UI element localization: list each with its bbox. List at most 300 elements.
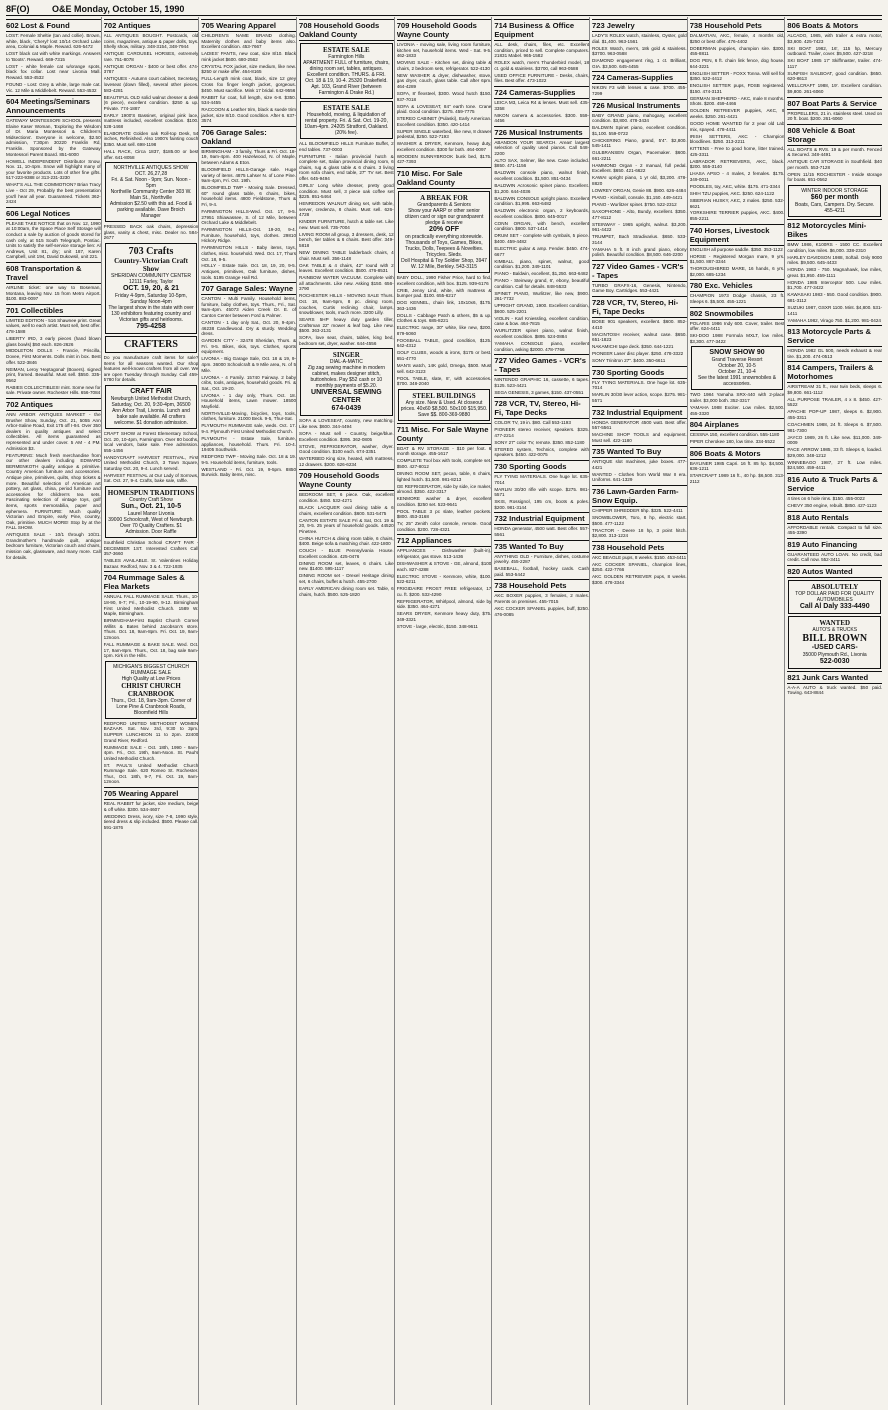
classified-ad: DINING ROOM set, leaves, 6 chairs. Like new. $1400. 595-1117 xyxy=(299,560,394,572)
display-ad xyxy=(105,661,198,719)
classified-ad: ALCADO, 1985, with trailer & extra motor, $3,600. 425-7423 xyxy=(787,33,883,44)
classified-ad: ENGLISH SETTER pups, FDSB registered. $150. 474-3131 xyxy=(689,83,785,94)
display-ad-line: Doll Hospital & Toy Soldier Shop, 3947 W. 12 Mile, Berkley. 543-3115 xyxy=(401,258,487,270)
classified-ad: FEATURING: Much fresh merchandise from our other dealers including EDWARD BERMENKOTH quality antique & primitive. Country American furniture and accessories. Antique pine, primitives, quilts, shop tickets & more. Beautiful selection of American art pottery, art glass, china, period furniture and accessories for children's tea sets. Fascinating selection of vintage toys, golf items, sports memorabilia, paper and ephemera. FURNITURE: Much quality Victorian and Empire, early Pine, country, Oak, primitive. MUCH MORE! Stop by at the FALL SHOW. xyxy=(6,452,101,531)
classified-ad: SEARS DRYER, Kenmore heavy duty, $75. 349-3321 xyxy=(396,611,492,622)
section-heading: 602 Lost & Found xyxy=(6,19,101,32)
classified-ad: FARMINGTON HILLS-Wed. Oct. 17, 9-5. 27951 Shiawassee, S. of 12 Mile, between Orchard Lake & Middlebelt. xyxy=(201,208,297,226)
classified-ad: SOFA, 8' flexsteel, $300. Wood hutch $150. 937-7018 xyxy=(396,90,492,102)
section-heading: 728 VCR, TV, Stereo, Hi-Fi, Tape Decks xyxy=(494,397,589,419)
classified-ad: A-A-A AUTO & truck wanted. $50 paid. Towing. 643-8844 xyxy=(787,684,883,696)
classified-ad: DRUM SET - complete with cymbals, 5 piece. $400. 459-4482 xyxy=(494,233,590,244)
classified-ad: GIRLS' Long white dresser, pretty good condition. Must sell, 3 piece oak coffee set $225. 851-5464 xyxy=(299,182,394,200)
classified-ad: DINING ROOM set - Drexel Heritage dining set, 6 chairs, buffet & hutch. 455-2700 xyxy=(299,573,394,585)
classified-section xyxy=(787,124,882,183)
classified-ad: WHAT'S ALL THE COMMOTION? Brian Tracy Live - Oct 29, Probably the best presentation you'll hear all year. Guaranteed. Tickets 362-2424 xyxy=(6,182,101,205)
classified-ad: ANTIQUE CAROUSEL HORSES, extremely rare. 751-8078 xyxy=(103,51,199,62)
display-ad-line: WINTER INDOOR STORAGE xyxy=(801,188,869,195)
classified-ad: RABIES COLLECTIBLES! mint. Some new for sale. Private owner. Rochester Hills. 656-7084 xyxy=(6,384,101,396)
classified-ad: GUARANTEED AUTO LOAN. No credit, bad credit. Call now. 552-3411 xyxy=(787,551,883,563)
classified-section xyxy=(494,354,589,395)
classified-ad: KAWAI upright piano, 1 yr old, $3,200. 478-8820 xyxy=(592,175,687,187)
section-heading: 806 Boats & Motors xyxy=(690,447,785,460)
classified-section xyxy=(397,389,492,421)
display-ad-line: SHERIDAN COMMUNITY CENTER 12111 Farley, Taylor xyxy=(111,272,191,285)
classified-ad: FLY TYING MATERIALS. One huge lot. 635-7014 xyxy=(494,474,590,485)
classified-ad: BASEBALL, football, hockey cards. Cash paid. 553-5442 xyxy=(494,566,590,577)
classified-section xyxy=(690,224,785,278)
classified-ad: SAXOPHONE - Alto, Bundy, excellent. $350. 477-8112 xyxy=(592,208,687,220)
classified-ad: CHINA HUTCH & dining room table, 6 chairs, $400. Beige sofa & matching chair. 422-1800 xyxy=(299,535,394,547)
classified-section xyxy=(104,243,199,334)
section-heading: 812 Motorcycles Mini-Bikes xyxy=(787,219,882,241)
classified-ad: ANNUAL FALL RUMMAGE SALE. Thurs., 10-18-90, 9-7; Fri., 10-19-90, 9-12. Birmingham First United Methodist Church. 1589 W. Maple, Birmingham. xyxy=(103,594,199,617)
classified-section xyxy=(494,512,589,537)
display-ad-line: WANTED xyxy=(819,618,851,627)
display-ad-line: Call Al Daly 333-4490 xyxy=(799,602,870,610)
classified-ad: Do you manufacture craft items for sale? Items for all seasons wanted. Our shop features well-known crafters from all over. We are open Tuesday through Sunday. Call 459-5780 for details. xyxy=(103,354,199,383)
classified-ad: LHASA APSO - 4 males, 2 females. $175. 349-0011 xyxy=(689,171,785,182)
classified-ad: PACE ARROW 1985, 33 ft. Sleeps 6, loaded. $29,000. 348-1212 xyxy=(787,447,883,458)
display-ad-line: -USED CARS- xyxy=(811,643,858,651)
section-heading: 730 Sporting Goods xyxy=(494,460,589,473)
classified-ad: USED OFFICE FURNITURE - Desks, chairs, files. Best offer. 473-1022 xyxy=(494,72,590,84)
classified-ad: DIAMOND engagement ring, 1 ct. Brilliant, GIA. $3,500. 645-4455 xyxy=(592,58,687,69)
section-heading: 707 Garage Sales: Wayne xyxy=(201,282,296,295)
classified-section xyxy=(787,538,882,563)
classified-section xyxy=(690,447,785,485)
classified-ad: YORKSHIRE TERRIER puppies, AKC. $400. 855-2211 xyxy=(689,210,785,222)
classified-ad: SHIH TZU puppies, AKC. $250. 624-1122 xyxy=(689,190,775,196)
classified-ad: BALDWIN electronic organ, 2 keyboards, excellent condition. $800. 645-0017 xyxy=(494,208,590,219)
classified-section xyxy=(299,348,394,416)
classified-ad: BALDWIN Spinet piano, excellent condition. $1,100. 559-0722 xyxy=(592,125,687,136)
classified-ad: WURLITZER spinet piano, walnut finish, excellent condition. $895. 524-0884 xyxy=(494,328,590,339)
section-heading: 608 Transportation & Travel xyxy=(6,262,101,284)
display-ad-line: Grand Traverse Resort xyxy=(711,357,763,364)
classified-ad: BABY DOLL, 1990 Fisher Price, hard to find, excellent condition, with box. $125. 939-6176 xyxy=(396,275,492,286)
section-heading: 813 Motorcycle Parts & Service xyxy=(787,325,882,347)
classified-ad: HARVEST FESTIVAL at Our Lady of Sorrows, Sat. Oct. 27, 9-4. Crafts, bake sale, raffle. xyxy=(103,472,199,484)
classified-section xyxy=(592,541,687,586)
classified-section xyxy=(397,19,492,165)
section-heading: 704 Rummage Sales & Flea Markets xyxy=(104,571,199,593)
classified-ad: LADIES' PANTS, new coat, size 8/10. Black mink jacket $600. 680-2562 xyxy=(201,51,297,62)
classified-ad: COMPLETE Tool box with tools, complete set. $500. 427-8012 xyxy=(396,458,492,469)
classified-ad: REDFORD UNITED METHODIST WOMEN BAZAAR. Sat. Nov. 3rd, 9:30 to 3pm. SUPPER LUNCHEON 11 to 2pm. 22400 Grand River, Redford. xyxy=(103,720,199,743)
classified-ad: AIRLINE ticket: one way to Boseman, Montana, leaving Nov. 15 from Metro Airport. $100. 883-0097 xyxy=(6,284,101,302)
classified-ad: STARCRAFT 1989 16 ft., 40 hp. $6,500. 313-2112 xyxy=(689,473,785,484)
classified-ad: AKC BOXER puppies, 3 females, 2 males. Parents on premises. 455-7015 xyxy=(494,593,590,604)
classified-section xyxy=(299,43,394,99)
classified-section xyxy=(6,262,101,302)
classified-ad: IRISH SETTERS, AKC - Champion bloodlines. $250. 313-2211 xyxy=(689,133,785,145)
classified-ad: FRIGIDAIRE FROST FREE refrigerator, 17 cu. ft. $200. 532-4290 xyxy=(396,586,492,597)
classified-section xyxy=(6,207,101,260)
classified-ad: PIONEER Laser disc player. $250. 478-3322 xyxy=(592,351,684,357)
classified-ad: FALL RUMMAGE & BAKE SALE. Wed. Oct. 17, 9am-8pm. Thurs., Oct. 18, bag sale 9am-1pm. Kirk in the Hills. xyxy=(103,641,199,659)
section-heading: 818 Auto Rentals xyxy=(787,511,882,524)
display-ad-line: 674-0439 xyxy=(331,405,362,413)
display-ad-line: 703 Crafts xyxy=(128,245,174,257)
classified-section xyxy=(299,101,394,139)
classified-section xyxy=(104,385,199,429)
section-heading: 724 Cameras-Supplies xyxy=(592,71,687,84)
display-ad xyxy=(105,486,198,538)
section-heading: 819 Auto Financing xyxy=(787,538,882,551)
classified-section xyxy=(690,279,785,304)
display-ad-line: Newburgh United Methodist Church, Saturday, Oct. 20, 9:30-4pm, 36500 Ann Arbor Trail, Livonia. Lunch and bake sale available. All crafters welcome. $1 donation admission. xyxy=(110,395,192,426)
classified-section xyxy=(494,86,589,124)
display-ad-line: SINGER xyxy=(332,351,360,360)
section-heading: 735 Wanted To Buy xyxy=(494,540,589,553)
classified-ad: TV, 25" Zenith color console, remote. Good condition. $200. 728-4321 xyxy=(396,521,492,532)
classified-ad: SEARS 5HP heavy duty garden tiller, Craftsman 22" mower & leaf bag. Like new. $500. 363-2131 xyxy=(299,317,394,334)
display-ad-line: High Quality at Low Prices xyxy=(121,675,181,682)
display-ad xyxy=(691,346,784,390)
classified-ad: ELABORATE Golden oak Roll-top Desk, 54 inches, Refinished. Also 1900's fainting couch $350. Must sell. 698-1198 xyxy=(103,130,199,148)
classified-section xyxy=(104,431,199,484)
display-ad-line: Country Craft Show xyxy=(129,497,173,504)
classified-ad: YAMAHA 1988 Exciter. Low miles. $2,500. 455-3320 xyxy=(689,404,785,416)
publication-date: O&E Monday, October 15, 1990 xyxy=(52,4,185,14)
classified-section xyxy=(494,579,589,617)
display-ad-line: TOP DOLLAR PAID FOR QUALITY AUTOMOBILES xyxy=(795,590,875,603)
classified-ad: GULBRANSEN Organ, Pacemaker. $600. 661-2211 xyxy=(592,150,687,161)
classified-ad: BAYLINER 1985 Capri. 16 ft. 85 hp. $4,500. 636-1211 xyxy=(689,460,785,472)
classified-ad: Southfield Christian School CRAFT FAIR - DECEMBER 1ST. Interested Crafters Call 357-3660 xyxy=(103,540,199,557)
classified-ad: POOL TABLE 3 pc slate, leather pockets. $800. 453-3168 xyxy=(396,508,492,520)
classified-ad: BABY GRAND piano, mahogany, excellent condition. $3,800. 478-3434 xyxy=(592,112,687,124)
classified-section xyxy=(201,126,296,280)
section-heading: 732 Industrial Equipment xyxy=(592,406,687,419)
classified-section xyxy=(299,469,394,597)
column-6 xyxy=(494,17,590,1405)
classified-ad: CANTON - 1 day only Sat., Oct. 20, 9-4pm. 46238 Candlewood. Dry & sturdy. Wedding dress. xyxy=(201,320,297,337)
classified-ad: PROPELLERS, 21 in. stainless steel. Used on 20 ft. boat. $200. 261-6060 xyxy=(787,110,883,122)
display-ad-line: on practically everything storewide. Thousands of Toys, Games, Bikes, Trucks, Dolls, Teepees & Novelties. Tricycles. Sleds. xyxy=(404,234,484,258)
classified-ad: GERMAN SHEPHERD - AKC, male 8 months. Shots. $200. 459-4466 xyxy=(689,95,785,107)
classified-ad: GARDEN CITY - 32478 Sheridan, Thurs. & Fri. 9-5. Bikes, skis, toys. Clothes, sports equipment. xyxy=(201,338,297,355)
classified-ad: WELLCRAFT 1988, 19'. Excellent condition. $9,800. 261-6060 xyxy=(787,83,883,94)
classified-ad: MOVING SALE - Kitchen set, dining table & chairs, 2 bedroom sets, refrigerator. 522-4130 xyxy=(396,60,492,71)
classified-ad: WESTLAND - Fri. Oct. 19, 9-5pm. 8850 Burwick. Baby items, misc. xyxy=(201,466,297,478)
classified-ad: BEAUTIFUL OLD solid walnut dresser & desk (6 piece), excellent condition. $250 & up. Private. 774-1887 xyxy=(103,94,199,111)
section-heading: 706 Garage Sales: Oakland xyxy=(201,126,296,148)
classified-ad: POODLES, toy, AKC, white. $175. 471-3344 xyxy=(689,183,781,189)
classified-section xyxy=(690,392,785,416)
classified-ad: TURBO GRAFX-16, Genesis, Nintendo, Game Boy. Cartridges. 553-4421 xyxy=(592,282,687,294)
classified-ad: WATERBED King size, heated, with mattress, 12 drawers. $200. 626-6234 xyxy=(299,456,394,467)
classified-ad: HONDA 1985 Interceptor 500. Low miles. $1,700. 477-3422 xyxy=(787,279,883,291)
classified-section xyxy=(592,366,687,404)
classified-ad: TRUMPET, Bach Stradivarius. $650. 533-3144 xyxy=(592,234,687,245)
classified-ad: BALDWIN Acrosonic spinet piano. Excellent. $1,200. 644-4036 xyxy=(494,183,590,194)
section-heading: 804 Airplanes xyxy=(690,418,785,431)
display-ad xyxy=(788,185,881,217)
classified-ad: BLACK LACQUER oval dining table & 6 chairs, excellent condition. $600. 531-5475 xyxy=(299,504,394,516)
classified-ad: LOWREY ORGAN, Genie 88. $900. 626-4484 xyxy=(592,188,686,193)
classified-ad: MIDDLETON DOLLS - Francie, Priscilla, Dovee, First Moments. Dolls mint in box. Best offer. 522-3846 xyxy=(6,348,101,365)
classified-ad: FULL-Length mink coat, black, size 12 grey Cross fox finger length jacket, gorgeous. $450. Must sacrifice. Mink 17 bridal. 642-9556 xyxy=(201,76,297,93)
classified-ad: HALL RACK, Circa 1837, $185.00 or best offer. 641-8058 xyxy=(103,149,199,160)
classified-ad: LOST black cat with white markings. Answers to 'Boots'. Reward. 669-7315 xyxy=(6,51,101,62)
classified-ad: AKC COCKER SPANIEL puppies, buff, $250. 476-0085 xyxy=(494,605,590,617)
display-ad-line: NORTHVILLE ANTIQUES SHOW xyxy=(113,165,189,172)
classified-ad: BMW 1986, K100RS - 1500 CC. Excellent condition, low miles. $6,000. 338-2310 xyxy=(787,242,883,253)
classified-ad: MARLIN 30/30 lever action, scope. $275. 981-5571 xyxy=(592,392,687,403)
classified-ad: OPEN 11/15 ROCHESTER - Inside storage for boats. 651-0562 xyxy=(787,171,883,183)
classified-ad: DOG PEN, 6 ft. chain link fence, dog house. 644-3221 xyxy=(689,58,785,69)
display-ad xyxy=(105,243,198,334)
section-heading: 808 Vehicle & Boat Storage xyxy=(787,124,882,146)
section-heading: 820 Autos Wanted xyxy=(787,565,882,578)
classified-ad: HONDA GENERATOR 4500 watt. Best offer. 557-5561 xyxy=(592,419,687,431)
classified-ad: SNOWBLOWER, Toro, 8 hp, electric start. $500. 477-1122 xyxy=(592,515,687,526)
classified-section xyxy=(6,304,101,396)
classified-ad: SOFA - Must sell - Country, beige/blue. Excellent condition. $395. 362-0805 xyxy=(299,431,394,442)
display-ad-line: Sun., Oct. 21, 10-5 xyxy=(120,503,182,511)
section-heading: 821 Junk Cars Wanted xyxy=(787,671,882,684)
classified-ad: ROCHESTER HILLS - MOVING SALE Thurs. Oct. 18, 9am-5pm, 8 pc. dining room, couches, Curtis reclining chair, lamps, snowblower, tools, much more. 3200 Lilly. xyxy=(299,293,394,316)
classified-ad: LIVONIA - 1 day only, Thurs. Oct. 18. Household items, Lawn mower. 18500 Mayfield. xyxy=(201,392,297,409)
classified-ad: CRIB, Jenny Lind, white, with mattress & bumper pad. $100. 655-6217 xyxy=(396,287,492,299)
classified-ad: PLYMOUTH RUMMAGE sale, weds. Oct. 17. 9-4. Plymouth First United Methodist Church. xyxy=(201,423,297,435)
section-heading: 807 Boat Parts & Service xyxy=(787,97,882,110)
classified-ad: WASHER & DRYER, Kenmore, heavy duty, excellent condition. $300 for both. 464-0097 xyxy=(396,141,492,152)
classified-ad: LIBERTY IRD, 3 early pieces (hand blown glass bowls) $50 each. 826-2626 xyxy=(6,335,101,347)
classified-ad: NEW DINING TABLE ladderback chairs, 4 chair. Must sell. 356-1148 xyxy=(299,250,394,261)
classified-section xyxy=(690,418,785,445)
column-8 xyxy=(690,17,786,1405)
section-heading: 724 Cameras-Supplies xyxy=(494,86,589,99)
column-1 xyxy=(6,17,102,1405)
classified-section xyxy=(690,19,785,222)
classified-ad: SUNFISH SAILBOAT, good condition. $650. 620-8613 xyxy=(787,70,883,82)
display-ad xyxy=(105,385,198,429)
classified-section xyxy=(494,397,589,458)
classified-ad: MAN'S watch, 14K gold, Omega, $500. Must sell. 642-3123 xyxy=(396,363,492,374)
section-heading: 730 Sporting Goods xyxy=(592,366,687,379)
classified-ad: WOODEN SUNNYBROOK bunk bed, $175. 427-7393 xyxy=(396,153,492,165)
section-heading: 736 Lawn-Garden Farm-Snow Equip. xyxy=(592,485,687,507)
classified-ad: NEIMAN, Leroy 'Heptagonal' (Boxers). signed print, framed. Beautiful. Must sell. $550. 335-9562 xyxy=(6,366,101,383)
classified-ad: PRESSED BACK oak chairs, depression glass, vanity & chest, misc. Dealer no. 584-2677 xyxy=(103,224,199,241)
classified-ad: HOWELL INDEPENDENT Distributor Snow, Nov. 11, 10-4pm. Snow will highlight many of your favorite products. Lots of other fine gifts. 517-223-9388 or 313-231-3230 xyxy=(6,158,101,181)
classified-ad: LIVONIA - moving sale, living room furniture, kitchen set, household items. Wed - Sat. 9-5. 462-1833 xyxy=(396,42,492,59)
classified-ad: GOLF CLUBS, woods & irons, $175 or best. 651-4770 xyxy=(396,350,492,362)
classified-ad: TWO 1984 Yamaha SRX-440 with 2-place trailer. $3,000 both. 352-3317 xyxy=(689,392,785,403)
classified-ad: SKI-DOO 1988 Formula MXLT, low miles. $3,300. 477-3422 xyxy=(689,333,785,344)
display-ad-line: OCT. 26,27,28 xyxy=(134,171,168,178)
classified-ad: SUPER SINGLE waterbed, like new, 8 drawer pedestal, $250. 522-7193 xyxy=(396,128,492,140)
section-heading: 709 Household Goods Wayne County xyxy=(397,19,492,41)
classified-section xyxy=(104,355,199,383)
classified-ad: HENREDON WALNUT dining set, with table, server, credenza, 8 chairs. Must sell. 626-4728 xyxy=(299,201,394,218)
display-ad-line: UNIVERSAL SEWING CENTER xyxy=(311,389,382,405)
section-heading: 738 Household Pets xyxy=(690,19,785,32)
classified-ad: APACHE POP-UP 1987, sleeps 6. $2,900. 455-3311 xyxy=(787,409,883,421)
classified-ad: YAMAHA CONSOLE piano, excellent condition, asking $2000. 478-7766 xyxy=(494,340,590,352)
section-heading: 735 Wanted To Buy xyxy=(592,445,687,458)
section-heading: 728 VCR, TV, Stereo, Hi-Fi, Tape Decks xyxy=(592,296,687,318)
classified-ad: YAMAHA 1982, Virago 750. $1,200. 981-0424 xyxy=(787,317,881,323)
classified-ad: LIVONIA - Big Garage Sale, Oct. 18 & 19, 9-4pm. 36000 Schoolcraft & 9 Mile area, N. of 5 Mile. xyxy=(201,356,297,373)
classified-section xyxy=(592,296,687,364)
classified-ad: CESSNA 150, excellent condition. 555-1180 xyxy=(689,432,780,438)
classified-ad: HARLEY DAVIDSON 1988, Softail. Only 9000 miles. $9,500. 645-4433 xyxy=(787,254,883,266)
classified-ad: RABBIT fur coat, full length, size 6-8. $350. 534-4455 xyxy=(201,94,297,106)
classified-ad: CHILDREN'S NAME BRAND clothing. Maternity clothes and baby items also. Excellent condition. 453-7667 xyxy=(201,33,297,50)
classified-ad: PIONEER stereo receiver, speakers. $325. 477-2214 xyxy=(494,427,590,438)
display-ad-line: 39000 Schoolcraft, West of Newburgh. Over 70 Quality Crafters. $1 Admission. Door Raffle xyxy=(108,517,194,536)
classified-section xyxy=(787,580,882,614)
classified-section xyxy=(690,307,785,345)
section-heading: 705 Wearing Apparel xyxy=(104,787,199,800)
section-heading: 727 Video Games - VCR's - Tapes xyxy=(494,354,589,376)
classified-ad: STEREO system, Technics, complete with speakers. $450. 422-0075 xyxy=(494,446,590,458)
classified-ad: POOL TABLE, slate, 8', with accessories. $700. 348-2040 xyxy=(396,375,492,387)
display-ad-line: HOMESPUN TRADITIONS xyxy=(107,489,195,498)
display-ad-line: Friday 4-9pm, Saturday 10-5pm, Sunday Noon-4pm xyxy=(115,292,187,305)
section-heading: 705 Wearing Apparel xyxy=(201,19,296,32)
classified-section xyxy=(494,540,589,578)
classified-ad: PLEASE TAKE NOTICE that on Nov. 12, 1990 at 10:00am, the Space Place Self Storage will conduct a sale by auction of goods stored for cash only, at 515 South Telegraph, Pontiac. Units to satisfy the self-service storage lien: Al Andrews, Unit 81, dry; unit 187, Karen Campbell, unit 194, David Dukowsil, unit 221. xyxy=(6,220,101,260)
classified-ad: POLARIS 1986 Indy 600. Cover, trailer. Best offer. 624-4411 xyxy=(689,320,785,332)
classified-ad: ALL PURPOSE TRAILER, 4 x 8. $450. 427-5522 xyxy=(787,396,883,408)
classified-ad: NORTHVILLE-Moving, bicycles, toys, tools, clothes, furniture. 21000 Beck. 9-5, Thur-Sat. xyxy=(201,410,297,422)
classified-ad: KENMORE washer & dryer, excellent condition. $250 set. 523-9641 xyxy=(396,496,492,507)
classified-ad: PIANO - Steinway grand, 6', ebony, beautiful condition. Call for details. 848-5533 xyxy=(494,278,590,289)
display-ad-line: Farmington Hills xyxy=(328,54,365,60)
classified-ad: MACINTOSH receiver, walnut case. $650. 651-1823 xyxy=(592,331,687,343)
display-ad-line: The largest show in the state with over 130 exhibitors featuring country and Victorian gifts and heirlooms. xyxy=(108,304,194,323)
classified-ad: BIRMINGHAM - 3 family, Thurs & Fri. Oct. 18-19, 9am-4pm. 400 Hazelwood, N. of Maple, between Adams & Eton. xyxy=(201,148,297,166)
classified-section xyxy=(299,19,394,41)
classified-ad: CHAMPION 1973 Dodge chassis, 23 ft. Sleeps 6. $5,500. 455-1221 xyxy=(689,293,785,305)
classified-ad: GOOD HOME WANTED for 2 year old Lab mix, spayed. 478-4411 xyxy=(689,121,785,132)
classified-ad: GE REFRIGERATOR, side by side, ice maker, almond. $350. 422-3317 xyxy=(396,483,492,495)
section-heading: 710 Misc. For Sale Oakland County xyxy=(397,167,492,189)
classified-section xyxy=(6,398,101,560)
classified-ad: NIKON camera & accessories. $300. 559-4456 xyxy=(494,112,590,124)
section-heading: 816 Auto & Truck Parts & Service xyxy=(787,473,882,495)
display-ad-line: SNOW SHOW 90 xyxy=(709,349,765,357)
classified-ad: DINING ROOM SET, pecan, table, 6 chairs, lighted hutch. $1,500. 981-8213 xyxy=(396,470,492,482)
classified-section xyxy=(397,167,492,189)
classified-ad: NEW WASHER & dryer, dishwasher, stove, gas dryer, couch, glass table. Call after 6pm. 464-4289 xyxy=(396,72,492,89)
display-ad-line: ABSOLUTELY xyxy=(811,582,859,591)
display-ad xyxy=(398,389,491,421)
classified-ad: JAYCO 1989, 26 ft. Like new. $11,000. 349-0009 xyxy=(787,434,883,446)
classified-ad: BIRMINGHAM-First Baptist Church Corner Willits & Bates behind Jacobson's store. Thurs. Oct. 18, 9am-8pm. Fri. Oct. 19, 9am-12noon. xyxy=(103,618,199,640)
classified-ad: APPLIANCES - Dishwasher (built-in), refrigerator, gas stove. 513-1436 xyxy=(396,548,492,560)
classified-section xyxy=(104,787,199,830)
display-ad-line: Fri. & Sat. Noon - 9pm; Sun. Noon - 5pm xyxy=(111,177,191,190)
section-heading: 702 Antiques xyxy=(6,398,101,411)
classified-ad: ANTIQUES SALE - 10/1 through 10/31. Grandmother's handmade quilt, antique bedroom furniture, Victorian couch and chairs, mission oak, glassware, and many more. Call for details. xyxy=(6,532,101,560)
classified-ad: FOUND - Lost: Grey & white, large male cat. Vic. 12 Mile & Middlebelt. Reward. 553-4532 xyxy=(6,81,101,93)
section-heading: 806 Boats & Motors xyxy=(787,19,882,32)
classified-ad: TRACTOR - Deere 18 hp, 3 point hitch. $2,800. 313-1224 xyxy=(592,527,687,539)
classified-ad: CRAFT SHOW at Forest Elementary School, Oct. 20, 10-4pm, Farmington. Over 80 booths, local vendors, bake sale. Free admission. 655-1456 xyxy=(103,430,199,453)
page-number: 8F(O) xyxy=(6,4,30,14)
classified-ad: AFFORDABLE rentals. Compact to full size. 455-3390 xyxy=(787,524,883,536)
classified-section xyxy=(787,361,882,471)
classified-ad: STEREO CABINET (Pulaski), Early American. Excellent condition. $350. 420-1414 xyxy=(396,116,492,127)
classified-ad: CRYSTAL FOX jacket, size medium, like new. $250 or make offer. 464-8165 xyxy=(201,63,297,75)
classified-section xyxy=(592,99,687,258)
classified-ad: TABLES AVAILABLE. St. Valentines Holiday Bazaar. Redford, Nov. 3 & 4. 722-1935 xyxy=(103,558,199,569)
classified-ad: PIANO - Baldwin, excellent, $1,250. 663-6482 xyxy=(494,271,589,277)
display-ad xyxy=(105,336,198,353)
display-ad-line: A BREAK FOR xyxy=(420,194,468,202)
display-ad xyxy=(398,191,491,273)
classified-ad: UPRIGHT GRAND, 1900. Excellent condition, $600. 525-2201 xyxy=(494,303,590,314)
display-ad-line: Household, moving, & liquidation of rental property. Fri. & Sat. Oct. 19-20, 10am-4pm. 24205 Stratford, Oakland. (20% fee). xyxy=(304,112,389,136)
classified-ad: ANN ARBOR ANTIQUES MARKET - the Brusher Show, Sunday, Oct. 21, 5055 Ann Arbor-Saline Road, Exit 175 off I-94. Over 350 dealers in quality antiques and select collectibles. All items guaranteed as represented and under cover. 5 AM - 4 PM. Admission $3. xyxy=(6,412,101,451)
display-ad xyxy=(300,43,393,99)
classified-ad: STOVE - large, electric, $150. 348-9611 xyxy=(396,623,478,629)
classified-ad: ELECTRIC range, 30" white, like new, $200. 879-5060 xyxy=(396,325,492,336)
classified-ad: DOG KENNEL, chain link, 10x10x6, $175. 363-1436 xyxy=(396,300,492,311)
classified-section xyxy=(787,473,882,509)
classified-ad: FOOSBALL TABLE, good condition, $125. 642-4312 xyxy=(396,337,492,349)
classified-ad: FLY TYING MATERIALS. One huge lot. 635-7014 xyxy=(592,379,687,391)
classified-ad: AKC COCKER SPANIEL, champion lines, $250. 422-7766 xyxy=(592,561,687,573)
classified-ad: NAKAMICHI tape deck. $350. 644-1221 xyxy=(592,344,674,350)
classified-section xyxy=(104,224,199,241)
display-ad-line: CRAFT FAIR xyxy=(130,387,172,395)
classified-ad: SOFA & LOVESEAT, 84" earth tone. Crane plaid. Good condition. $275. 459-7775 xyxy=(396,103,492,115)
section-heading: 723 Jewelry xyxy=(592,19,687,32)
classified-ad: ALTO SAX, Selmer, like new. Case included. $850. 471-1156 xyxy=(494,157,590,169)
classified-ad: SKIS, Rossignol, 195 cm, boots & poles. $200. 981-3144 xyxy=(494,499,590,510)
section-heading: 708 Household Goods Oakland County xyxy=(299,19,394,41)
classified-ad: MACHINE SHOP TOOLS and equipment. Must sell. 422-1180 xyxy=(592,432,687,443)
classified-ad: NINTENDO GRAPHIC 16, cassette, 6 tapes. $125. 523-4421 xyxy=(494,377,590,388)
classified-ad: ROLEX watch, men's Thunderbird model, 18 ct. gold & stainless. $3700, call 963-0588 xyxy=(494,60,590,71)
classified-ad: FARMINGTON HILLS-Oct. 19-20, 9-4. Furniture, household, toys, clothes. 29810 Hickory Ridge. xyxy=(201,227,297,244)
column-5 xyxy=(397,17,493,1405)
display-ad-line: Thurs., Oct. 18, 9am-3pm. Corner of Lone Pine & Cranbrook Roads, Bloomfield Hills xyxy=(110,697,192,716)
classified-section xyxy=(592,445,687,483)
classified-ad: EARLY 1900'S Bassinet, original pink lace, mattress included, excellent condition. $100. 528-1468 xyxy=(103,112,199,129)
display-ad-line: Boats, Cars, Campers. Dry. Secure. 455-4211 xyxy=(795,202,875,215)
classified-ad: ABANDON YOUR SEARCH. Areas' largest selection of quality used pianos. Call 548-2200 xyxy=(494,139,590,156)
classified-ad: BALDWIN console piano, walnut finish, excellent condition. $1,500. 851-0434 xyxy=(494,170,590,182)
classified-section xyxy=(104,486,199,538)
classified-ad: MARLIN 30/30 rifle with scope. $275. 981-5571 xyxy=(494,486,590,498)
classified-ad: RACCOON & Leather trim, black & suede trim jacket, size 8/10. Good condition. After 6. 637-3574 xyxy=(201,107,297,124)
classified-ad: ENGLISH all purpose saddle. $350. 353-1122 xyxy=(689,246,783,252)
section-heading: 727 Video Games - VCR's - Tapes xyxy=(592,260,687,282)
classified-section xyxy=(787,19,882,95)
classified-ad: LIVING ROOM all group, 3 dressers, desk, 12 bench, tier tables & 6 chairs. Best offer. 349-5818 xyxy=(299,231,394,249)
classified-section xyxy=(104,336,199,353)
classified-ad: REAL RABBIT fur jacket, size medium, beige & off white. $300. 534-4607 xyxy=(103,801,199,812)
classified-ad: SKI BOAT 1985 17' Skiffmaster, trailer. 474-1117 xyxy=(787,58,883,69)
classified-ad: EARLY AMERICAN dining room set. Table, 6 chairs, hutch. $500. 525-1820 xyxy=(299,586,394,597)
section-heading: 714 Business & Office Equipment xyxy=(494,19,589,41)
display-ad-line: DIAL-A-MATIC xyxy=(329,359,363,366)
classified-ad: THOROUGHBRED MARE, 16 hands, 6 yrs. $2,000. 685-1234 xyxy=(689,266,785,277)
display-ad-line: ESTATE SALE xyxy=(323,104,370,112)
classified-ad: HONDA 1982 GL 500, needs exhaust & rear tire. $1,200. 474-0513 xyxy=(787,348,883,359)
classified-section xyxy=(299,418,394,467)
classified-section xyxy=(201,282,296,478)
display-ad-line: Zig zag sewing machine in modern cabinet, makes designer stitch, buttonholes. Pay $52 cash or 10 monthly payments of $5.20. xyxy=(307,365,385,390)
